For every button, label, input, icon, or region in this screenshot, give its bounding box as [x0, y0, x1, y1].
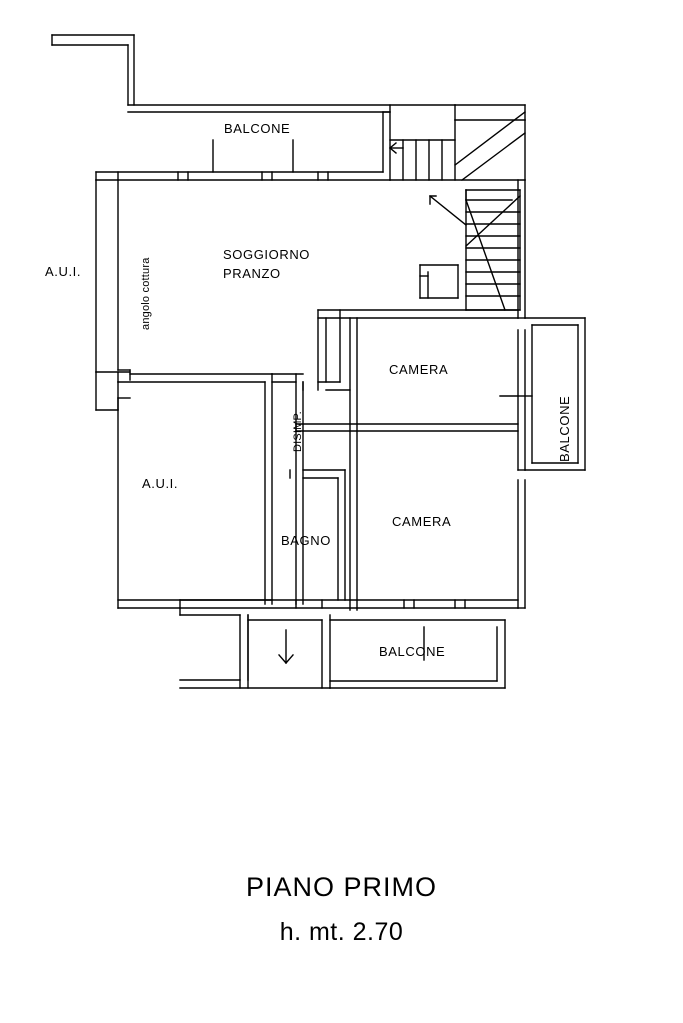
room-label-pranzo: PRANZO — [223, 266, 281, 281]
plan-title: PIANO PRIMO — [245, 872, 438, 902]
room-label-bagno: BAGNO — [281, 533, 331, 548]
room-label-aui-bottom: A.U.I. — [142, 476, 179, 491]
room-label-balcone-top: BALCONE — [224, 121, 291, 136]
room-label-aui-top: A.U.I. — [45, 264, 82, 279]
room-label-camera-1: CAMERA — [389, 362, 449, 377]
room-label-disimpegno: DISIMP. — [292, 411, 304, 452]
room-label-balcone-bottom: BALCONE — [379, 644, 446, 659]
room-label-balcone-right: BALCONE — [557, 395, 572, 462]
room-label-soggiorno: SOGGIORNO — [223, 247, 311, 262]
room-label-camera-2: CAMERA — [392, 514, 452, 529]
plan-height-note: h. mt. 2.70 — [279, 918, 404, 946]
room-label-angolo-cottura: angolo cottura — [140, 257, 152, 330]
